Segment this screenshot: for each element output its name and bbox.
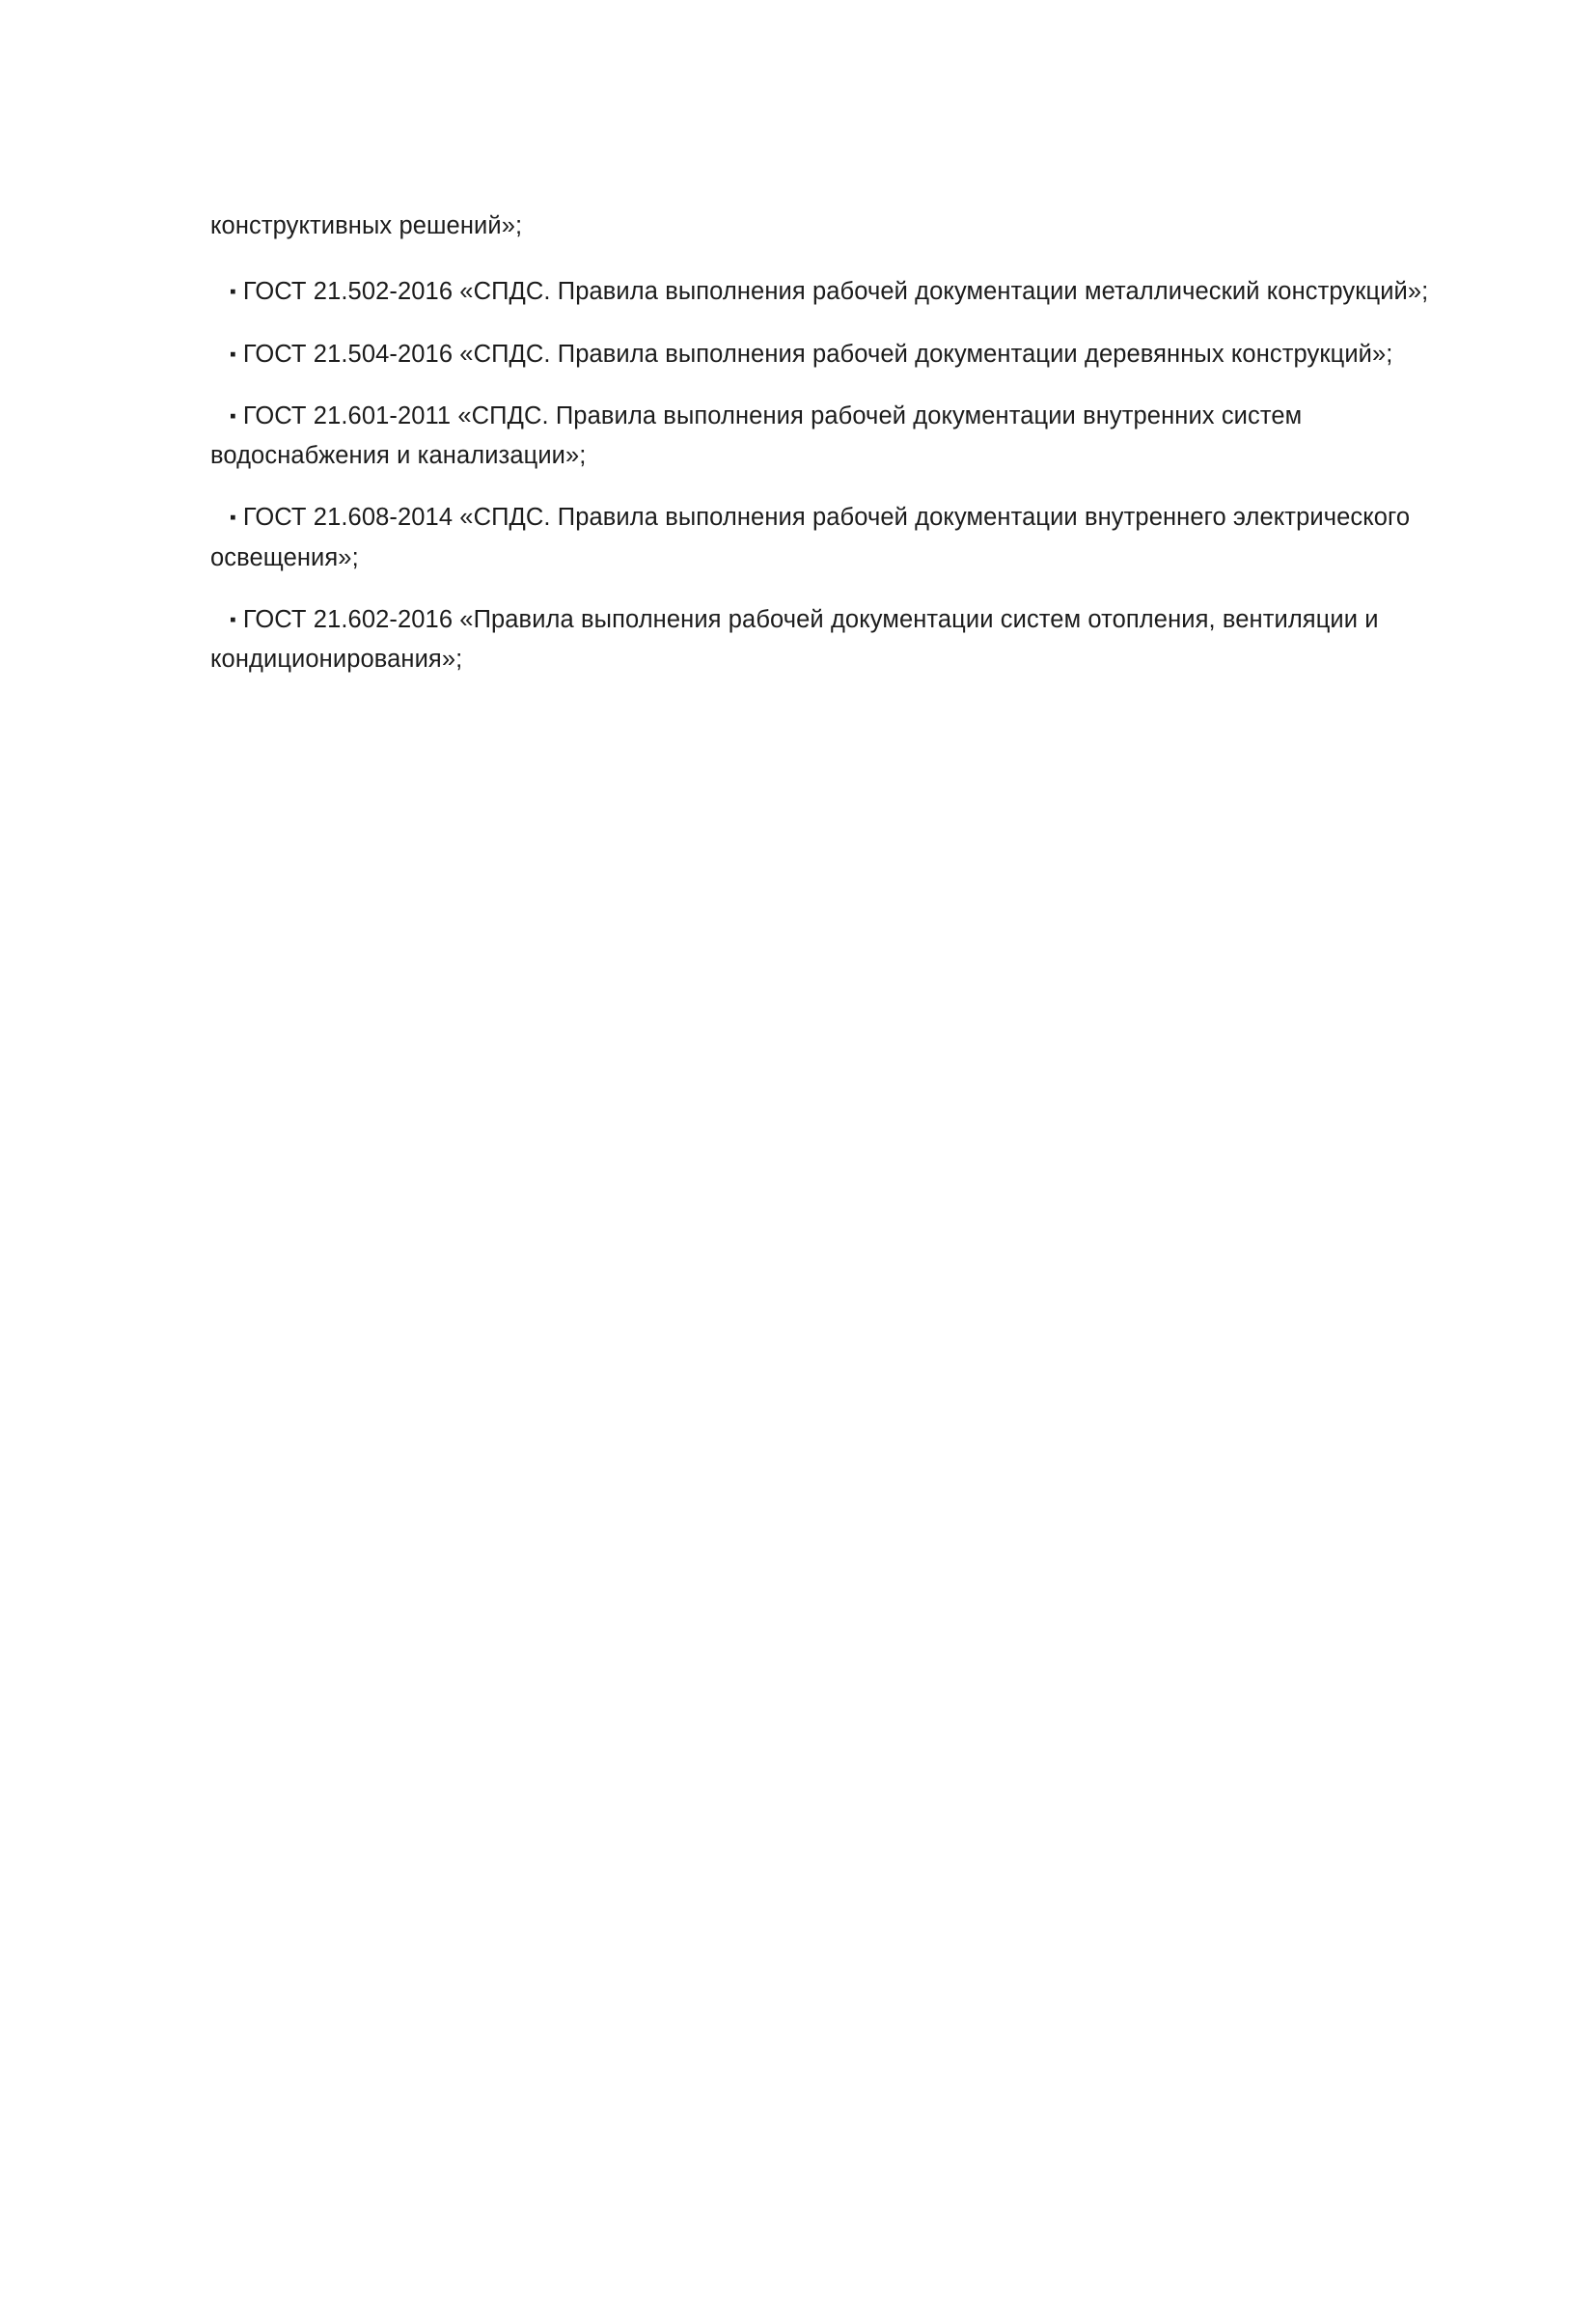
bullet-marker: ▪ [230, 282, 236, 303]
list-item [210, 397, 1436, 477]
bullet-spacer [236, 504, 243, 531]
bullet-marker: ▪ [230, 508, 236, 529]
list-item-text: ГОСТ 21.601-2011 «СПДС. Правила выполнения рабочей документации внутренних систем водоснабжения и канализации»; [210, 401, 1303, 470]
list-item-text: ГОСТ 21.502-2016 «СПДС. Правила выполнения рабочей документации металлический конструкций»; [242, 278, 1429, 306]
paragraph-text: конструктивных решений»; [210, 212, 523, 239]
list-item [210, 272, 1436, 312]
list-item-text: ГОСТ 21.504-2016 «СПДС. Правила выполнения рабочей документации деревянных конструкций»; [242, 340, 1393, 368]
bullet-marker: ▪ [230, 405, 236, 427]
bullet-marker: ▪ [230, 344, 236, 365]
bullet-spacer [236, 341, 243, 368]
list-item [210, 335, 1436, 374]
bullet-marker: ▪ [230, 610, 236, 631]
bullet-spacer [236, 402, 243, 429]
bullet-spacer [236, 278, 243, 305]
bullet-spacer [236, 606, 243, 633]
paragraph-continuation [210, 207, 1436, 246]
list-item [210, 600, 1436, 680]
list-item-text: ГОСТ 21.608-2014 «СПДС. Правила выполнения рабочей документации внутреннего электрического освещения»; [210, 504, 1411, 571]
list-item-text: ГОСТ 21.602-2016 «Правила выполнения рабочей документации систем отопления, вентиляции и кондиционирования»; [210, 606, 1379, 674]
list-item [210, 498, 1436, 578]
document-body [210, 207, 1436, 680]
